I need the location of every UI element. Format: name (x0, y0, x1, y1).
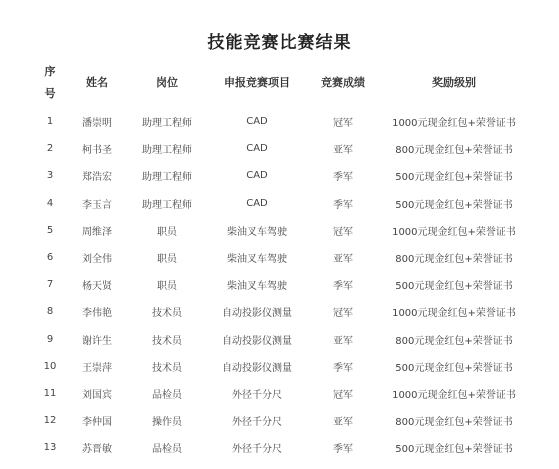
table-row (32, 380, 528, 407)
cell-num: 2 (46, 143, 54, 155)
header-reward: 奖励级别 (432, 76, 476, 89)
cell-score: 季军 (333, 199, 353, 211)
cell-num: 4 (46, 197, 54, 209)
table-row (32, 326, 528, 353)
table-body (32, 108, 528, 461)
cell-reward: 1000元现金红包+荣誉证书 (392, 308, 516, 320)
cell-reward: 1000元现金红包+荣誉证书 (392, 226, 516, 238)
cell-project: 柴油叉车驾驶 (227, 254, 287, 266)
cell-num: 12 (43, 415, 57, 427)
cell-score: 季军 (333, 281, 353, 293)
cell-score: 冠军 (333, 118, 353, 130)
cell-project: 外径千分尺 (232, 417, 282, 429)
cell-position: 职员 (157, 254, 177, 266)
cell-position: 品检员 (152, 444, 182, 456)
cell-project: CAD (246, 197, 268, 209)
cell-reward: 1000元现金红包+荣誉证书 (392, 389, 516, 401)
cell-num: 11 (43, 387, 57, 399)
cell-position: 操作员 (152, 417, 182, 429)
cell-name: 李仲国 (82, 417, 112, 429)
cell-reward: 800元现金红包+荣誉证书 (395, 145, 513, 157)
cell-reward: 500元现金红包+荣誉证书 (395, 172, 513, 184)
cell-position: 职员 (157, 281, 177, 293)
cell-num: 5 (46, 224, 54, 236)
cell-num: 6 (46, 252, 54, 264)
cell-name: 谢许生 (82, 335, 112, 347)
cell-score: 亚军 (333, 417, 353, 429)
cell-reward: 500元现金红包+荣誉证书 (395, 362, 513, 374)
cell-num: 3 (46, 170, 54, 182)
cell-project: CAD (246, 170, 268, 182)
cell-score: 亚军 (333, 145, 353, 157)
table-row (32, 244, 528, 271)
cell-score: 亚军 (333, 254, 353, 266)
table-row (32, 135, 528, 162)
cell-name: 王崇萍 (82, 362, 112, 374)
header-score: 竞赛成绩 (321, 76, 365, 89)
cell-name: 杨天贤 (82, 281, 112, 293)
cell-num: 8 (46, 306, 54, 318)
cell-position: 助理工程师 (142, 199, 192, 211)
cell-score: 亚军 (333, 335, 353, 347)
cell-reward: 800元现金红包+荣誉证书 (395, 417, 513, 429)
cell-score: 冠军 (333, 308, 353, 320)
header-project: 申报竞赛项目 (224, 76, 290, 89)
cell-name: 郑浩宏 (82, 172, 112, 184)
cell-name: 刘国宾 (82, 389, 112, 401)
cell-reward: 1000元现金红包+荣誉证书 (392, 118, 516, 130)
cell-score: 季军 (333, 362, 353, 374)
cell-num: 7 (46, 279, 54, 291)
cell-reward: 500元现金红包+荣誉证书 (395, 444, 513, 456)
cell-num: 9 (46, 333, 54, 345)
table-header (32, 58, 528, 108)
cell-reward: 800元现金红包+荣誉证书 (395, 335, 513, 347)
cell-position: 技术员 (152, 308, 182, 320)
cell-name: 苏晋敏 (82, 444, 112, 456)
cell-position: 助理工程师 (142, 118, 192, 130)
cell-project: 柴油叉车驾驶 (227, 226, 287, 238)
table-row (32, 353, 528, 380)
cell-name: 周维泽 (82, 226, 112, 238)
cell-score: 季军 (333, 172, 353, 184)
cell-position: 技术员 (152, 362, 182, 374)
table-row (32, 298, 528, 325)
cell-score: 冠军 (333, 226, 353, 238)
cell-num: 13 (43, 442, 57, 454)
cell-name: 李玉言 (82, 199, 112, 211)
header-name: 姓名 (86, 76, 108, 89)
table-row (32, 162, 528, 189)
cell-project: 外径千分尺 (232, 389, 282, 401)
cell-project: CAD (246, 116, 268, 128)
cell-project: 柴油叉车驾驶 (227, 281, 287, 293)
cell-num: 1 (46, 116, 54, 128)
cell-name: 李伟艳 (82, 308, 112, 320)
cell-position: 技术员 (152, 335, 182, 347)
cell-reward: 500元现金红包+荣誉证书 (395, 281, 513, 293)
table-row (32, 271, 528, 298)
cell-project: CAD (246, 143, 268, 155)
table-row (32, 407, 528, 434)
cell-position: 职员 (157, 226, 177, 238)
cell-num: 10 (43, 360, 57, 372)
cell-position: 品检员 (152, 389, 182, 401)
table-row (32, 434, 528, 461)
cell-position: 助理工程师 (142, 172, 192, 184)
table-row (32, 190, 528, 217)
header-num-bottom: 号 (44, 87, 56, 100)
cell-reward: 800元现金红包+荣誉证书 (395, 254, 513, 266)
table-row (32, 108, 528, 135)
table-row (32, 217, 528, 244)
header-row (32, 58, 528, 108)
cell-reward: 500元现金红包+荣誉证书 (395, 199, 513, 211)
cell-name: 柯书圣 (82, 145, 112, 157)
cell-project: 自动投影仪测量 (222, 362, 292, 374)
header-num (32, 58, 68, 108)
cell-name: 刘全伟 (82, 254, 112, 266)
header-position: 岗位 (156, 76, 178, 89)
cell-project: 自动投影仪测量 (222, 308, 292, 320)
cell-score: 冠军 (333, 389, 353, 401)
cell-score: 季军 (333, 444, 353, 456)
cell-project: 外径千分尺 (232, 444, 282, 456)
cell-position: 助理工程师 (142, 145, 192, 157)
cell-project: 自动投影仪测量 (222, 335, 292, 347)
page-title: 技能竞赛比赛结果 (207, 33, 352, 53)
cell-name: 潘崇明 (82, 118, 112, 130)
results-table (32, 58, 528, 461)
header-num-top: 序 (44, 65, 56, 78)
